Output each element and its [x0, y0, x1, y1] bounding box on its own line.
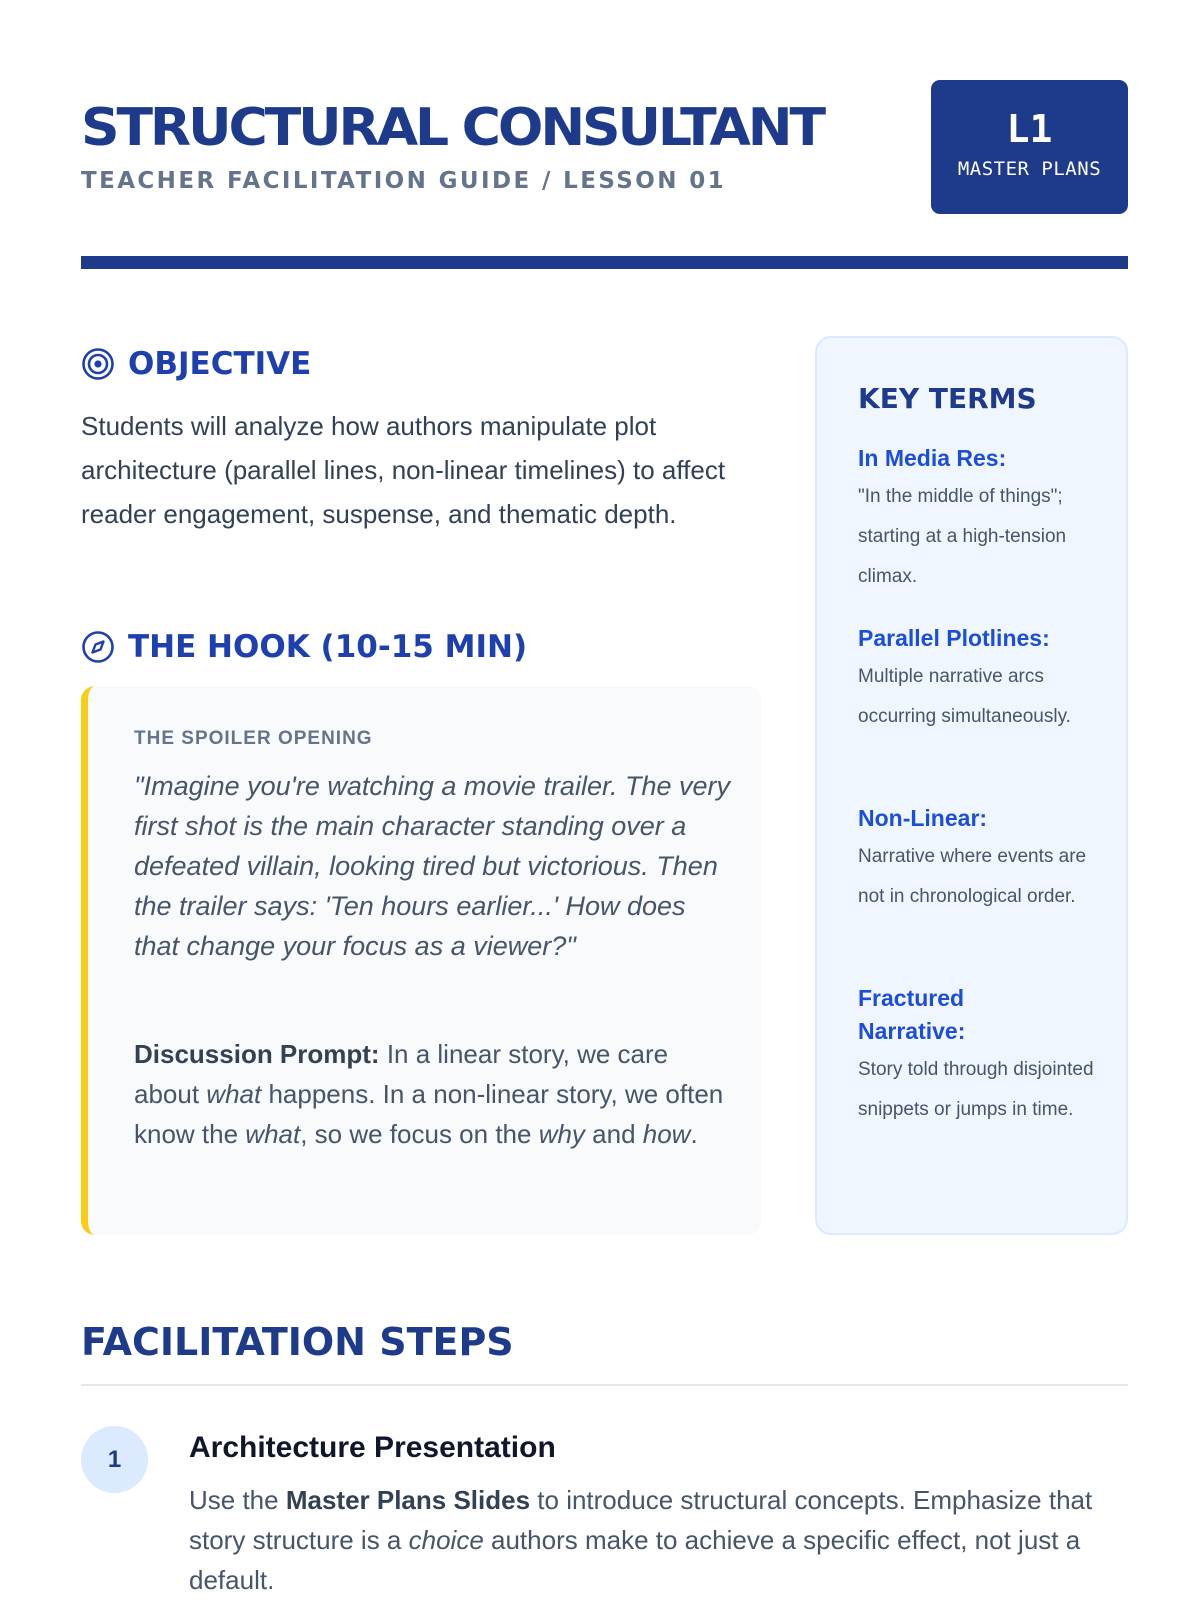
prompt-text: happens. In a non-linear story, we often know the	[134, 1079, 724, 1149]
page-header	[81, 80, 1128, 215]
hook-label: THE SPOILER OPENING	[134, 728, 373, 749]
key-term-definition: Story told through disjointed snippets or jumps in time.	[858, 1059, 1094, 1120]
key-terms-panel	[815, 336, 1128, 1235]
compass-icon	[81, 630, 115, 664]
prompt-emphasis: how	[642, 1119, 691, 1149]
prompt-emphasis: why	[538, 1119, 585, 1149]
page-subtitle: TEACHER FACILITATION GUIDE / LESSON 01	[81, 168, 727, 194]
prompt-text: In a linear story, we care about	[134, 1039, 669, 1109]
page-title: STRUCTURAL CONSULTANT	[81, 98, 823, 158]
target-icon	[81, 347, 115, 381]
objective-heading	[81, 344, 311, 384]
step-emphasis-bold: Master Plans Slides	[285, 1485, 531, 1515]
header-divider	[81, 256, 1128, 269]
step-text: to introduce structural concepts. Emphasize that story structure is a	[189, 1485, 1093, 1555]
key-term	[858, 802, 1098, 917]
step-emphasis-italic: choice	[408, 1525, 484, 1555]
prompt-text: , so we focus on the	[300, 1119, 539, 1149]
key-term	[858, 442, 1098, 597]
objective-title: OBJECTIVE	[128, 346, 312, 382]
prompt-text: .	[690, 1119, 698, 1149]
key-term-name: Non-Linear:	[858, 805, 988, 831]
lesson-badge	[931, 80, 1128, 214]
facilitation-steps-title: FACILITATION STEPS	[81, 1320, 514, 1364]
prompt-emphasis: what	[206, 1079, 262, 1109]
key-term-name: Parallel Plotlines:	[858, 625, 1050, 651]
steps-divider	[81, 1384, 1128, 1386]
key-terms-title: KEY TERMS	[858, 382, 1037, 415]
step-title: Architecture Presentation	[189, 1431, 556, 1464]
key-term-name: In Media Res:	[858, 445, 1007, 471]
key-term-definition: Multiple narrative arcs occurring simultaneously.	[858, 666, 1071, 727]
prompt-emphasis: what	[245, 1119, 301, 1149]
step-number-badge: 1	[81, 1426, 148, 1493]
step-description	[189, 1480, 1119, 1600]
step-text: authors make to achieve a specific effect, not just a default.	[189, 1525, 1081, 1595]
discussion-prompt	[134, 1034, 734, 1154]
prompt-text: and	[584, 1119, 643, 1149]
lesson-code: L1	[1006, 107, 1053, 151]
key-term-definition: "In the middle of things"; starting at a high-tension climax.	[858, 486, 1067, 587]
key-term	[858, 622, 1098, 737]
hook-quote: "Imagine you're watching a movie trailer. The very first shot is the main character standing over a defeated villain, looking tired but victorious. Then the trailer says: 'Ten hours earlier...' How does that change your focus as a viewer?"	[134, 771, 730, 961]
hook-title: THE HOOK (10-15 MIN)	[128, 629, 528, 665]
hook-card	[81, 686, 761, 1235]
key-term	[858, 982, 1094, 1130]
objective-text: Students will analyze how authors manipulate plot architecture (parallel lines, non-linear timelines) to affect reader engagement, suspense, and thematic depth.	[81, 411, 726, 529]
key-term-name: Fractured Narrative:	[858, 985, 966, 1044]
step-text: Use the	[189, 1485, 286, 1515]
hook-heading	[81, 627, 527, 667]
key-term-definition: Narrative where events are not in chronological order.	[858, 846, 1087, 907]
discussion-prompt-label: Discussion Prompt:	[134, 1039, 380, 1069]
lesson-badge-label: MASTER PLANS	[957, 158, 1102, 180]
